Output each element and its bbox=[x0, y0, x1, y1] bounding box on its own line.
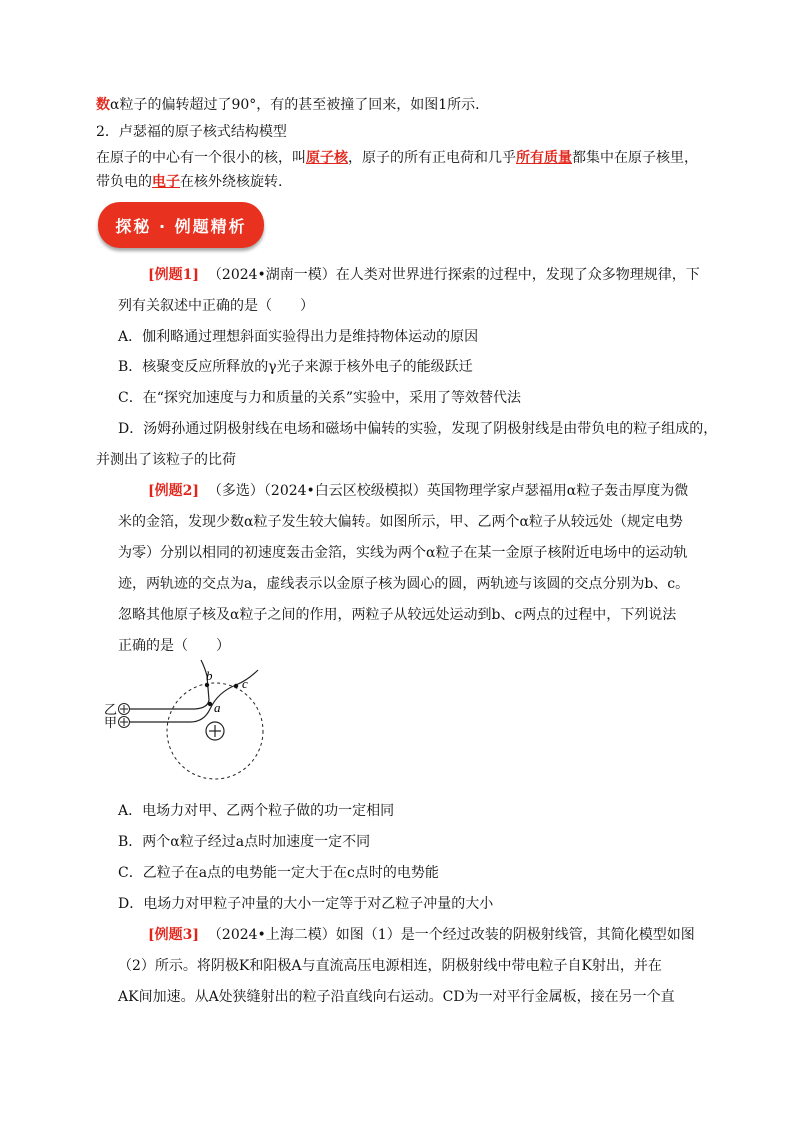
label-a: a bbox=[214, 700, 221, 715]
section-banner: 探秘 · 例题精析 bbox=[98, 202, 264, 248]
q2-option-b: B．两个α粒子经过a点时加速度一定不同 bbox=[118, 834, 371, 850]
q3-line-3: AK间加速。从A处狭缝射出的粒子沿直线向右运动。CD为一对平行金属板，接在另一个直 bbox=[118, 989, 675, 1005]
q2-option-d: D．电场力对甲粒子冲量的大小一定等于对乙粒子冲量的大小 bbox=[118, 896, 494, 912]
trajectory-jia bbox=[130, 670, 258, 722]
keyword-all-mass: 所有质量 bbox=[516, 150, 572, 166]
intro-text: ，原子的所有正电荷和几乎 bbox=[348, 150, 516, 166]
q3-line-1 bbox=[148, 925, 695, 945]
section-heading-2: 2．卢瑟福的原子核式结构模型 bbox=[96, 124, 287, 140]
q2-line-3: 为零）分别以相同的初速度轰击金箔，实线为两个α粒子在某一金原子核附近电场中的运动轨 bbox=[118, 545, 688, 561]
intro-text: 在核外绕核旋转. bbox=[180, 174, 283, 190]
q2-line-2: 米的金箔，发现少数α粒子发生较大偏转。如图所示，甲、乙两个α粒子从较远处（规定电势 bbox=[118, 514, 683, 530]
q1-option-d-cont: 并测出了该粒子的比荷 bbox=[96, 452, 236, 468]
intro-line-1 bbox=[96, 95, 480, 115]
q1-stem: （2024•湖南一模）在人类对世界进行探索的过程中，发现了众多物理规律，下 bbox=[207, 267, 700, 283]
q1-tag: [例题1] bbox=[148, 267, 199, 283]
q2-tag: [例题2] bbox=[148, 483, 199, 499]
point-c bbox=[234, 684, 238, 688]
point-b bbox=[205, 683, 209, 687]
intro-text: 都集中在原子核里， bbox=[572, 150, 698, 166]
q1-option-d: D．汤姆孙通过阴极射线在电场和磁场中偏转的实验，发现了阴极射线是由带负电的粒子组成的， bbox=[118, 421, 718, 437]
keyword-electron: 电子 bbox=[152, 174, 180, 190]
label-jia: 甲 bbox=[104, 715, 118, 730]
q3-tag: [例题3] bbox=[148, 927, 199, 943]
scattering-diagram bbox=[100, 658, 280, 778]
keyword-nucleus: 原子核 bbox=[306, 150, 348, 166]
point-a bbox=[208, 702, 212, 706]
q3-line-2: （2）所示。将阴极K和阳极A与直流高压电源相连，阴极射线中带电粒子自K射出，并在 bbox=[118, 958, 662, 974]
alpha-scattering-figure bbox=[100, 658, 280, 778]
q1-option-c: C．在“探究加速度与力和质量的关系”实验中，采用了等效替代法 bbox=[118, 390, 522, 406]
q3-stem: （2024•上海二模）如图（1）是一个经过改装的阴极射线管，其简化模型如图 bbox=[207, 927, 695, 943]
q1-option-a: A．伽利略通过理想斜面实验得出力是维持物体运动的原因 bbox=[118, 329, 479, 345]
q1-option-b: B．核聚变反应所释放的γ光子来源于核外电子的能级跃迁 bbox=[118, 359, 473, 375]
q2-line-1 bbox=[148, 481, 688, 501]
q1-line-2: 列有关叙述中正确的是（ ） bbox=[118, 298, 314, 314]
q1-line-1 bbox=[148, 265, 700, 285]
intro-line-1-text: α粒子的偏转超过了90°，有的甚至被撞了回来，如图1所示. bbox=[110, 97, 480, 113]
q2-line-5: 忽略其他原子核及α粒子之间的作用，两粒子从较远处运动到b、c两点的过程中，下列说法 bbox=[118, 607, 677, 623]
intro-line-3 bbox=[96, 148, 698, 168]
q2-option-a: A．电场力对甲、乙两个粒子做的功一定相同 bbox=[118, 803, 395, 819]
intro-highlight-shu: 数 bbox=[96, 97, 110, 113]
q2-line-4: 迹，两轨迹的交点为a，虚线表示以金原子核为圆心的圆，两轨迹与该圆的交点分别为b、c。 bbox=[118, 576, 690, 592]
q2-stem: （多选）（2024•白云区校级模拟）英国物理学家卢瑟福用α粒子轰击厚度为微 bbox=[207, 483, 689, 499]
q2-line-6: 正确的是（ ） bbox=[118, 638, 230, 654]
intro-text: 在原子的中心有一个很小的核，叫 bbox=[96, 150, 306, 166]
trajectory-yi bbox=[130, 660, 209, 709]
intro-text: 带负电的 bbox=[96, 174, 152, 190]
q2-option-c: C．乙粒子在a点的电势能一定大于在c点时的电势能 bbox=[118, 865, 439, 881]
label-b: b bbox=[206, 668, 213, 683]
intro-line-4 bbox=[96, 172, 282, 192]
label-c: c bbox=[242, 676, 248, 691]
label-yi: 乙 bbox=[104, 702, 118, 717]
